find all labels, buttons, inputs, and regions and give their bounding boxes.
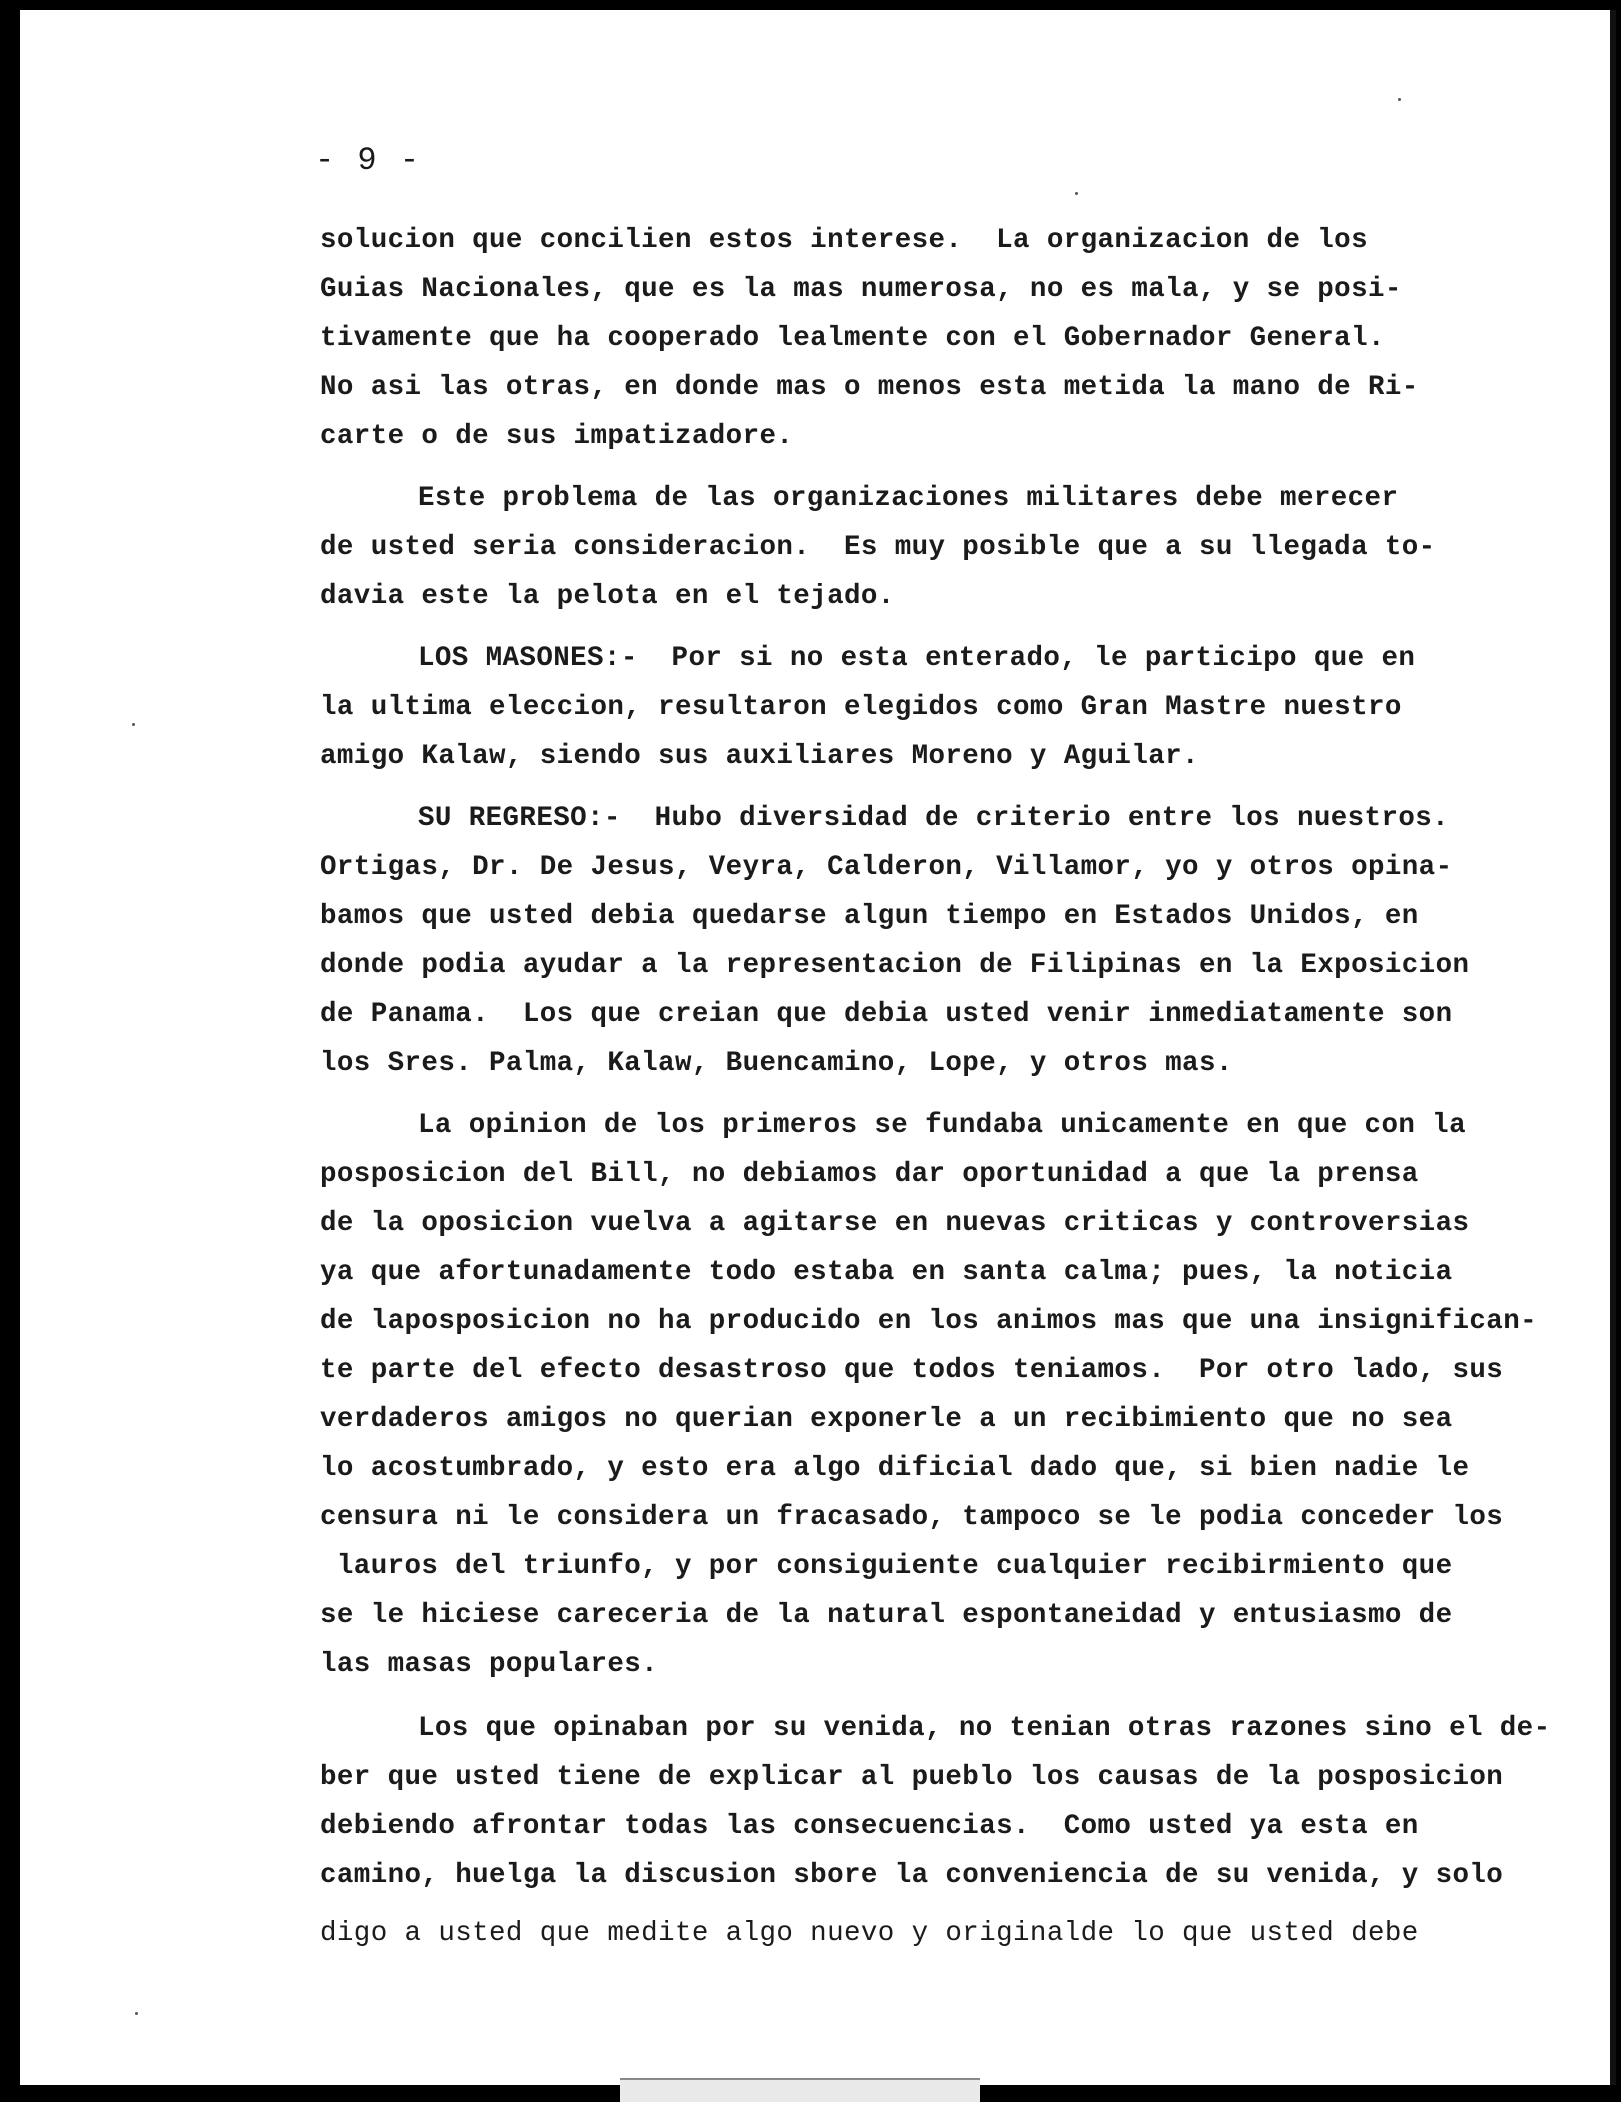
scan-speck: [132, 723, 135, 726]
paragraph-1-line-1: solucion que concilien estos interese. La organizacion de los: [320, 225, 1368, 256]
section-masones-line-2: la ultima eleccion, resultaron elegidos como Gran Mastre nuestro: [320, 692, 1402, 723]
paragraph-1-line-5: carte o de sus impatizadore.: [320, 421, 794, 452]
section-regreso-line-4: donde podia ayudar a la representacion de Filipinas en la Exposicion: [320, 950, 1470, 981]
paragraph-6-line-2: ber que usted tiene de explicar al pueblo los causas de la posposicion: [320, 1762, 1504, 1793]
paragraph-5-line-7: verdaderos amigos no querian exponerle a un recibimiento que no sea: [320, 1404, 1453, 1435]
paragraph-1-line-3: tivamente que ha cooperado lealmente con el Gobernador General.: [320, 323, 1385, 354]
paragraph-2-line-2: de usted seria consideracion. Es muy posible que a su llegada to-: [320, 532, 1436, 563]
section-regreso-line-6: los Sres. Palma, Kalaw, Buencamino, Lope, y otros mas.: [320, 1048, 1233, 1079]
scan-speck: [135, 2012, 138, 2015]
paragraph-5-line-6: te parte del efecto desastroso que todos teniamos. Por otro lado, sus: [320, 1355, 1504, 1386]
paragraph-5-line-10: lauros del triunfo, y por consiguiente cualquier recibirmiento que: [320, 1551, 1453, 1582]
document-page: [20, 10, 1616, 2085]
paragraph-6-line-3: debiendo afrontar todas las consecuencias. Como usted ya esta en: [320, 1811, 1419, 1842]
section-regreso-line-3: bamos que usted debia quedarse algun tiempo en Estados Unidos, en: [320, 901, 1419, 932]
paragraph-5-line-3: de la oposicion vuelva a agitarse en nuevas criticas y controversias: [320, 1208, 1470, 1239]
paragraph-6-line-5: digo a usted que medite algo nuevo y originalde lo que usted debe: [320, 1918, 1419, 1949]
section-masones-line-1: LOS MASONES:- Por si no esta enterado, le participo que en: [418, 643, 1416, 674]
paragraph-2-line-3: davia este la pelota en el tejado.: [320, 581, 895, 612]
attached-paper-stub: [620, 2078, 980, 2102]
paragraph-5-line-9: censura ni le considera un fracasado, tampoco se le podia conceder los: [320, 1502, 1504, 1533]
paragraph-6-line-4: camino, huelga la discusion sbore la conveniencia de su venida, y solo: [320, 1860, 1504, 1891]
paragraph-2-line-1: Este problema de las organizaciones militares debe merecer: [418, 483, 1399, 514]
scan-speck: [1398, 98, 1401, 101]
section-regreso-line-2: Ortigas, Dr. De Jesus, Veyra, Calderon, Villamor, yo y otros opina-: [320, 852, 1453, 883]
paragraph-5-line-4: ya que afortunadamente todo estaba en santa calma; pues, la noticia: [320, 1257, 1453, 1288]
section-regreso-line-1: SU REGRESO:- Hubo diversidad de criterio entre los nuestros.: [418, 803, 1450, 834]
section-regreso-line-5: de Panama. Los que creian que debia usted venir inmediatamente son: [320, 999, 1453, 1030]
paragraph-1-line-2: Guias Nacionales, que es la mas numerosa, no es mala, y se posi-: [320, 274, 1402, 305]
paragraph-5-line-1: La opinion de los primeros se fundaba unicamente en que con la: [418, 1110, 1466, 1141]
paragraph-5-line-11: se le hiciese careceria de la natural espontaneidad y entusiasmo de: [320, 1600, 1453, 1631]
scan-speck: [1075, 192, 1078, 195]
paragraph-5-line-5: de laposposicion no ha producido en los animos mas que una insignifican-: [320, 1306, 1537, 1337]
paragraph-5-line-2: posposicion del Bill, no debiamos dar oportunidad a que la prensa: [320, 1159, 1419, 1190]
paragraph-1-line-4: No asi las otras, en donde mas o menos esta metida la mano de Ri-: [320, 372, 1419, 403]
section-masones-line-3: amigo Kalaw, siendo sus auxiliares Moreno y Aguilar.: [320, 741, 1199, 772]
paragraph-5-line-12: las masas populares.: [320, 1649, 659, 1680]
paragraph-6-line-1: Los que opinaban por su venida, no tenian otras razones sino el de-: [418, 1713, 1551, 1744]
paragraph-5-line-8: lo acostumbrado, y esto era algo dificial dado que, si bien nadie le: [320, 1453, 1470, 1484]
page-number: - 9 -: [315, 142, 422, 179]
